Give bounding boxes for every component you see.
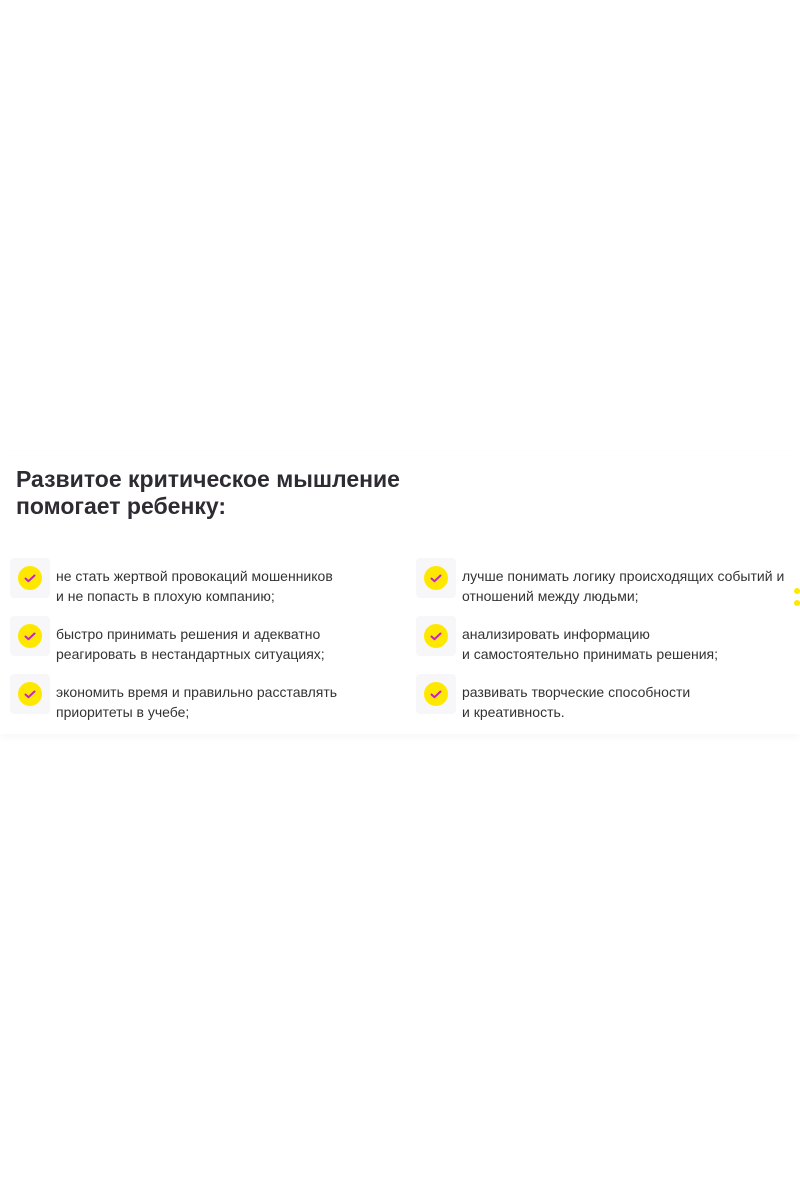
section-heading — [16, 466, 536, 520]
benefit-line: отношений между людьми; — [462, 588, 639, 604]
check-icon — [424, 566, 448, 590]
benefit-line: не стать жертвой провокаций мошенников — [56, 568, 333, 584]
benefit-line: приоритеты в учебе; — [56, 704, 190, 720]
check-badge — [10, 674, 50, 714]
benefit-line: экономить время и правильно расставлять — [56, 684, 338, 700]
check-icon — [18, 624, 42, 648]
benefit-line: реагировать в нестандартных ситуациях; — [56, 646, 325, 662]
check-badge — [10, 558, 50, 598]
check-icon — [424, 624, 448, 648]
benefit-line: и не попасть в плохую компанию; — [56, 588, 275, 604]
check-badge — [416, 558, 456, 598]
benefit-text — [56, 566, 396, 606]
decorative-dot — [794, 588, 800, 594]
check-icon — [18, 566, 42, 590]
check-icon — [18, 682, 42, 706]
benefit-text — [56, 624, 396, 664]
heading-line-2: помогает ребенку: — [16, 493, 226, 519]
benefit-text — [462, 682, 800, 722]
heading-line-1: Развитое критическое мышление — [16, 466, 400, 492]
benefit-line: и креативность. — [462, 704, 565, 720]
check-badge — [10, 616, 50, 656]
check-badge — [416, 616, 456, 656]
benefit-line: лучше понимать логику происходящих событий и — [462, 568, 785, 584]
benefit-line: и самостоятельно принимать решения; — [462, 646, 719, 662]
benefit-text — [56, 682, 396, 722]
check-badge — [416, 674, 456, 714]
benefits-section — [0, 452, 800, 734]
check-icon — [424, 682, 448, 706]
benefit-line: быстро принимать решения и адекватно — [56, 626, 321, 642]
benefit-text — [462, 624, 800, 664]
benefit-text — [462, 566, 800, 606]
benefit-line: анализировать информацию — [462, 626, 650, 642]
decorative-dot — [794, 600, 800, 606]
benefit-line: развивать творческие способности — [462, 684, 691, 700]
